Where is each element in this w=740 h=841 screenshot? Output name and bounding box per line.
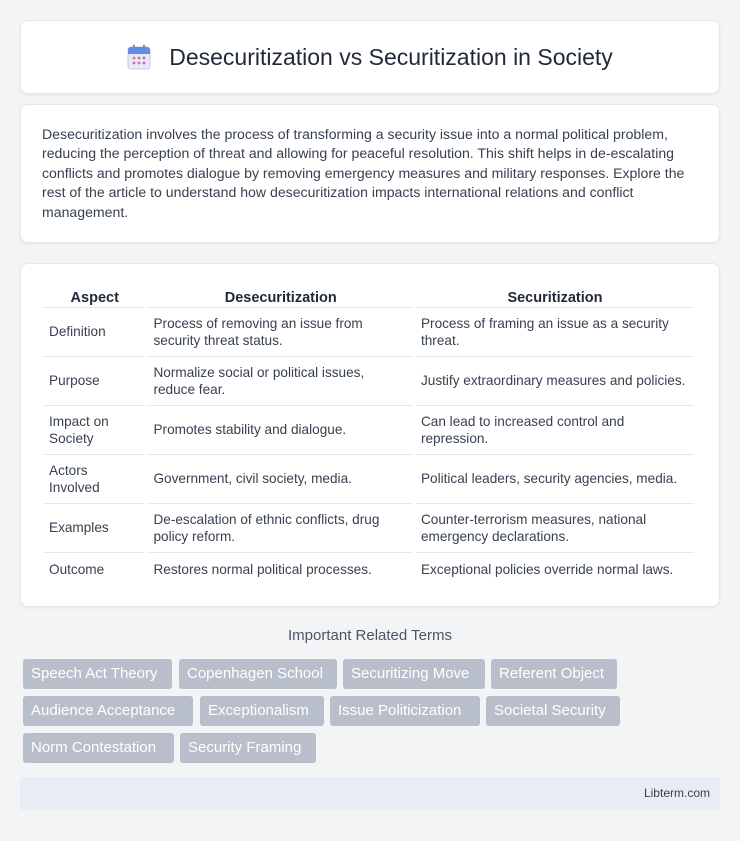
header-desecuritization: Desecuritization: [148, 280, 413, 308]
tag-exceptionalism[interactable]: Exceptionalism: [200, 696, 324, 726]
row-aspect: Examples: [44, 504, 145, 553]
table-row: [44, 553, 694, 586]
row-aspect: Outcome: [49, 561, 105, 577]
table-row: [44, 504, 694, 553]
header-aspect: Aspect: [44, 280, 145, 308]
tag-referent-object[interactable]: Referent Object: [491, 659, 617, 689]
row-desecuritization: De-escalation of ethnic conflicts, drug policy reform.: [148, 504, 413, 553]
table-header-row: [44, 280, 694, 308]
table-row: [44, 455, 694, 504]
row-desecuritization: Normalize social or political issues, reduce fear.: [148, 357, 413, 406]
tag-norm-contestation[interactable]: Norm Contestation: [23, 733, 174, 763]
footer-site-link[interactable]: Libterm.com: [643, 786, 710, 800]
tag-security-framing[interactable]: Security Framing: [180, 733, 316, 763]
row-securitization: Can lead to increased control and repression.: [416, 406, 694, 455]
row-desecuritization: Promotes stability and dialogue.: [148, 406, 413, 455]
tag-societal-security[interactable]: Societal Security: [486, 696, 620, 726]
row-aspect: Definition: [44, 308, 145, 357]
table-row: [44, 308, 694, 357]
row-securitization: Justify extraordinary measures and policies.: [416, 357, 694, 406]
row-securitization: Exceptional policies override normal laws.: [420, 561, 674, 577]
tag-audience-acceptance[interactable]: Audience Acceptance: [23, 696, 193, 726]
comparison-table-card: [20, 263, 720, 607]
row-aspect: Impact on Society: [44, 406, 145, 455]
row-securitization: Political leaders, security agencies, media.: [416, 455, 694, 504]
tag-issue-politicization[interactable]: Issue Politicization: [330, 696, 480, 726]
header-securitization: Securitization: [416, 280, 694, 308]
table-row: [44, 357, 694, 406]
calendar-icon: [127, 44, 151, 70]
tag-speech-act-theory[interactable]: Speech Act Theory: [23, 659, 172, 689]
related-terms-title: Important Related Terms: [288, 627, 452, 644]
row-desecuritization: Restores normal political processes.: [153, 561, 372, 577]
header-card: [20, 20, 720, 94]
tag-securitizing-move[interactable]: Securitizing Move: [343, 659, 485, 689]
tag-copenhagen-school[interactable]: Copenhagen School: [179, 659, 337, 689]
page-title: Desecuritization vs Securitization in Society: [169, 43, 613, 70]
intro-card: [20, 104, 720, 243]
row-aspect: Actors Involved: [44, 455, 145, 504]
comparison-table: [41, 280, 697, 586]
intro-text: Desecuritization involves the process of transforming a security issue into a normal political problem, reducing the perception of threat and allowing for peaceful resolution. This shift helps in de-escalating conflicts and promotes dialogue by removing emergency measures and military responses. Explore the rest of the article to understand how desecuritization impacts international relations and conflict management.: [42, 126, 685, 220]
row-desecuritization: Government, civil society, media.: [148, 455, 413, 504]
row-aspect: Purpose: [44, 357, 145, 406]
footer: [20, 777, 720, 810]
row-securitization: Counter-terrorism measures, national emergency declarations.: [416, 504, 694, 553]
row-desecuritization: Process of removing an issue from security threat status.: [148, 308, 413, 357]
row-securitization: Process of framing an issue as a security threat.: [416, 308, 694, 357]
table-row: [44, 406, 694, 455]
